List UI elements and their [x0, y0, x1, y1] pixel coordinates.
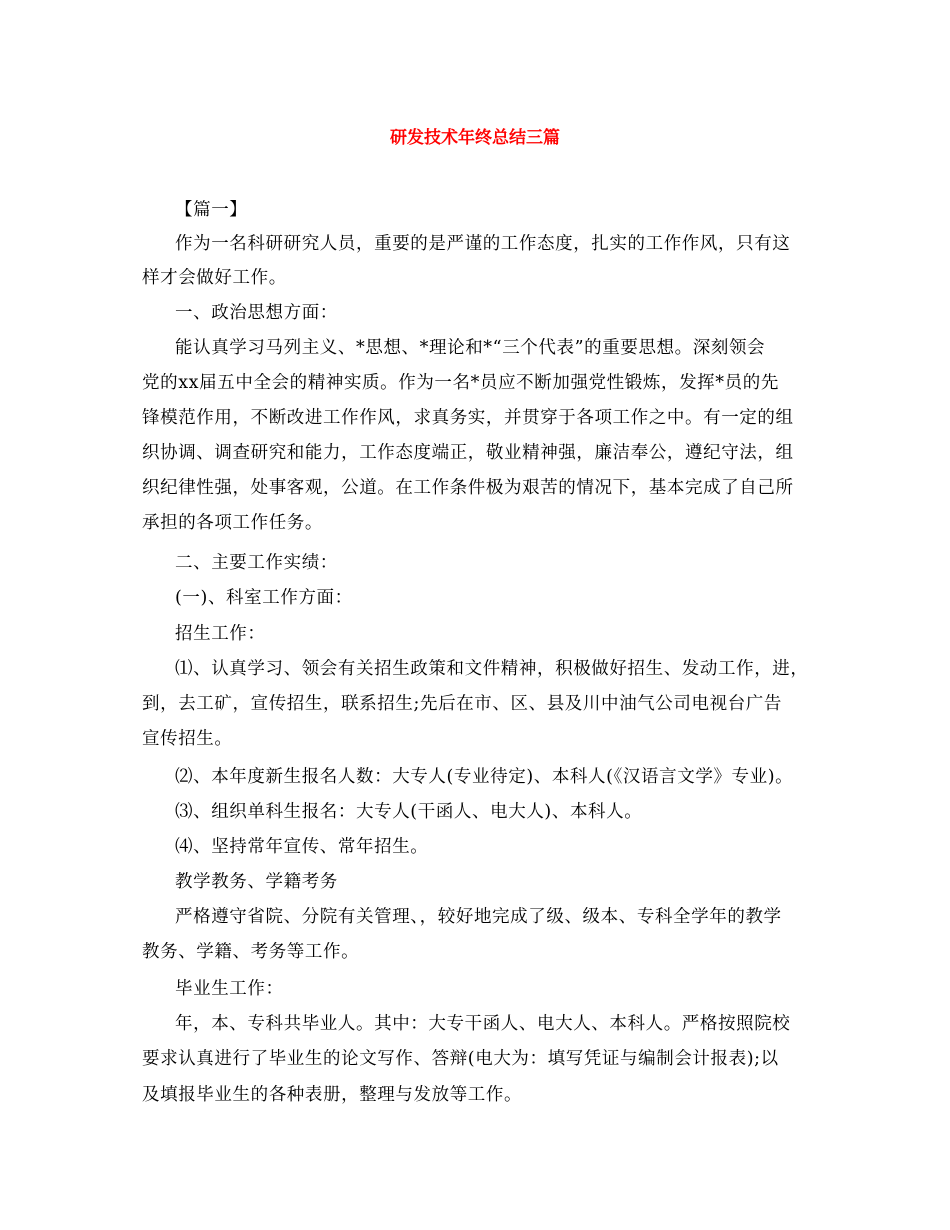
section-heading-part-one: 【篇一】 [175, 200, 248, 220]
section-heading: 二、主要工作实绩： [175, 553, 338, 573]
paragraph-line: 严格遵守省院、分院有关管理、，较好地完成了级、级本、专科全学年的教学 [175, 907, 782, 927]
paragraph-line: 宣传招生。 [142, 729, 233, 749]
paragraph-line: 能认真学习马列主义、*思想、*理论和*“三个代表”的重要思想。深刻领会 [175, 338, 766, 358]
list-item: ⑷、坚持常年宣传、常年招生。 [175, 837, 429, 857]
paragraph-line: 到，去工矿，宣传招生，联系招生;先后在市、区、县及川中油气公司电视台广告 [142, 694, 782, 714]
subsection-heading: 招生工作： [175, 624, 266, 644]
paragraph-line: 织协调、调查研究和能力，工作态度端正，敬业精神强，廉洁奉公，遵纪守法，组 [142, 443, 794, 463]
paragraph-line: 承担的各项工作任务。 [142, 513, 323, 533]
paragraph-line: 织纪律性强，处事客观，公道。在工作条件极为艰苦的情况下，基本完成了自己所 [142, 478, 794, 498]
paragraph-line: 年，本、专科共毕业人。其中：大专干函人、电大人、本科人。严格按照院校 [175, 1014, 791, 1034]
document-title: 研发技术年终总结三篇 [390, 128, 560, 148]
list-item: ⑴、认真学习、领会有关招生政策和文件精神，积极做好招生、发动工作，进， [175, 659, 809, 679]
paragraph-line: 样才会做好工作。 [142, 268, 287, 288]
paragraph-line: 及填报毕业生的各种表册，整理与发放等工作。 [142, 1085, 523, 1105]
paragraph-line: 要求认真进行了毕业生的论文写作、答辩(电大为：填写凭证与编制会计报表);以 [142, 1049, 779, 1069]
section-heading: 一、政治思想方面： [175, 303, 338, 323]
paragraph-line: 教务、学籍、考务等工作。 [142, 942, 360, 962]
paragraph-line: 作为一名科研研究人员，重要的是严谨的工作态度，扎实的工作作风，只有这 [175, 234, 791, 254]
subsection-heading: (一)、科室工作方面： [175, 588, 353, 608]
subsection-heading: 教学教务、学籍考务 [175, 872, 338, 892]
list-item: ⑵、本年度新生报名人数：大专人(专业待定)、本科人(《汉语言文学》专业)。 [175, 767, 794, 787]
paragraph-line: 党的xx届五中全会的精神实质。作为一名*员应不断加强党性锻炼，发挥*员的先 [142, 373, 779, 393]
list-item: ⑶、组织单科生报名：大专人(干函人、电大人)、本科人。 [175, 802, 643, 822]
paragraph-line: 锋模范作用，不断改进工作作风，求真务实，并贯穿于各项工作之中。有一定的组 [142, 408, 794, 428]
subsection-heading: 毕业生工作： [175, 979, 284, 999]
